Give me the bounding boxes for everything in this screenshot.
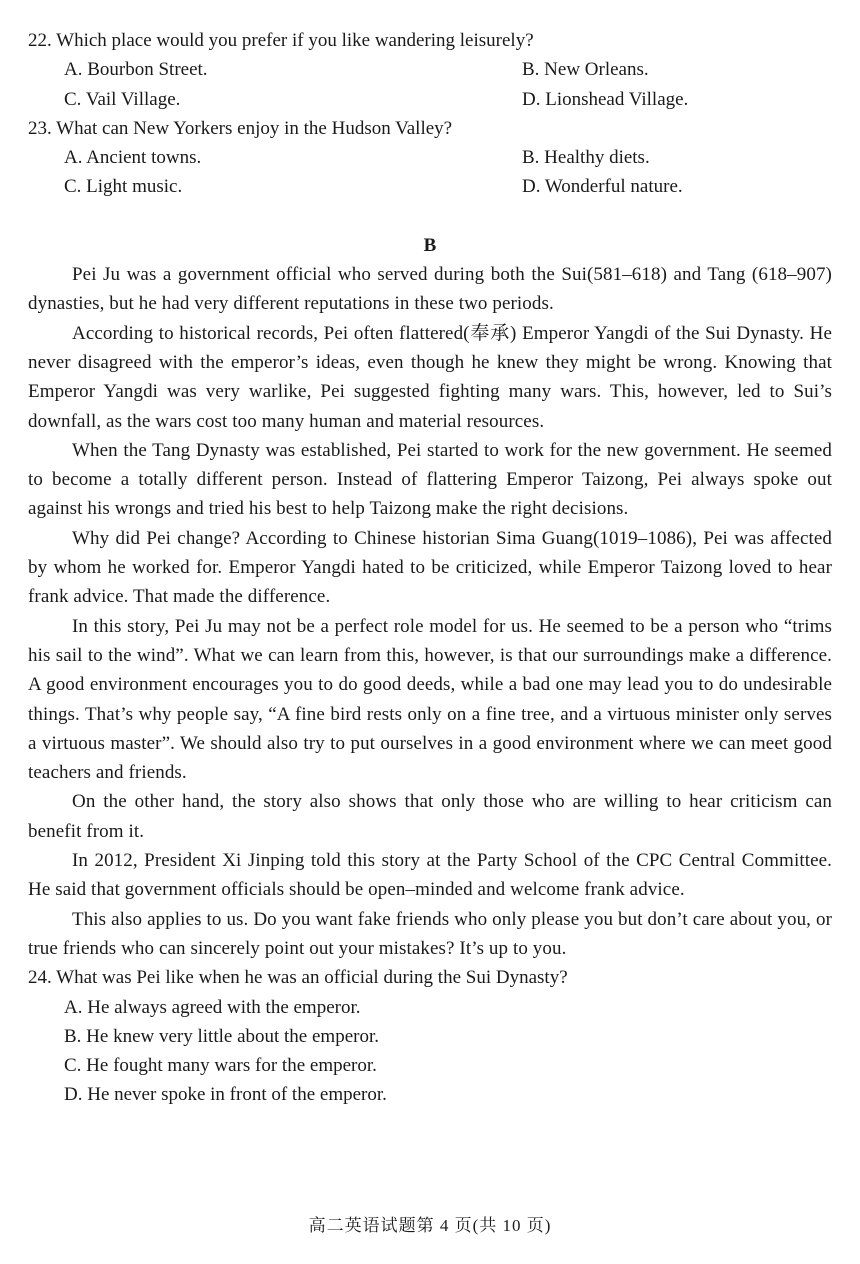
option-c: C. Vail Village. <box>64 88 181 110</box>
option-a: A. He always agreed with the emperor. <box>64 996 361 1018</box>
question-24 <box>28 963 832 1109</box>
option-d: D. Wonderful nature. <box>522 176 683 198</box>
passage-paragraph: According to historical records, Pei often flattered(奉承) Emperor Yangdi of the Sui Dynasty. He never disagreed with the emperor’s ideas, even though he knew they might be wrong. Knowing that Emperor Yangdi was very warlike, Pei suggested fighting many wars. This, however, led to Sui’s downfall, as the wars cost too many human and material resources. <box>28 322 832 432</box>
option-a: A. Bourbon Street. <box>64 59 208 81</box>
option-c: C. He fought many wars for the emperor. <box>64 1055 377 1077</box>
option-b: B. New Orleans. <box>522 59 649 81</box>
question-stem: 23. What can New Yorkers enjoy in the Hudson Valley? <box>28 117 453 139</box>
passage-paragraph: This also applies to us. Do you want fake friends who only please you but don’t care about you, or true friends who can sincerely point out your mistakes? It’s up to you. <box>28 908 832 959</box>
passage-paragraph: On the other hand, the story also shows that only those who are willing to hear criticism can benefit from it. <box>28 791 832 842</box>
passage-paragraph: Pei Ju was a government official who served during both the Sui(581–618) and Tang (618–907) dynasties, but he had very different reputations in these two periods. <box>28 264 832 315</box>
option-a: A. Ancient towns. <box>64 147 202 169</box>
passage-paragraph: In this story, Pei Ju may not be a perfect role model for us. He seemed to be a person who “trims his sail to the wind”. What we can learn from this, however, is that our surroundings make a difference. A good environment encourages you to do good deeds, while a bad one may lead you to do undesirable things. That’s why people say, “A fine bird rests only on a fine tree, and a virtuous minister only serves a virtuous master”. We should also try to put ourselves in a good environment where we can meet good teachers and friends. <box>28 615 832 784</box>
exam-page <box>28 26 832 1110</box>
question-stem: 24. What was Pei like when he was an official during the Sui Dynasty? <box>28 967 568 989</box>
option-row <box>28 143 832 172</box>
option-d: D. He never spoke in front of the emperor. <box>64 1084 387 1106</box>
option-row <box>28 55 832 84</box>
option-b: B. He knew very little about the emperor. <box>64 1025 379 1047</box>
question-23 <box>28 114 832 202</box>
option-d: D. Lionshead Village. <box>522 88 689 110</box>
option-b: B. Healthy diets. <box>522 147 650 169</box>
question-22 <box>28 26 832 114</box>
page-footer: 高二英语试题第 4 页(共 10 页) <box>308 1216 552 1235</box>
passage-title: B <box>423 234 437 256</box>
option-row <box>28 172 832 201</box>
option-c: C. Light music. <box>64 176 183 198</box>
passage-paragraph: When the Tang Dynasty was established, Pei started to work for the new government. He seemed to become a totally different person. Instead of flattering Emperor Taizong, Pei always spoke out against his wrongs and tried his best to help Taizong make the right decisions. <box>28 439 832 520</box>
passage-paragraph: In 2012, President Xi Jinping told this story at the Party School of the CPC Central Committee. He said that government officials should be open–minded and welcome frank advice. <box>28 850 832 901</box>
passage-paragraph: Why did Pei change? According to Chinese historian Sima Guang(1019–1086), Pei was affected by whom he worked for. Emperor Yangdi hated to be criticized, while Emperor Taizong loved to hear frank advice. That made the difference. <box>28 527 832 608</box>
question-stem: 22. Which place would you prefer if you like wandering leisurely? <box>28 30 534 51</box>
option-row <box>28 85 832 114</box>
passage-body <box>28 260 832 963</box>
